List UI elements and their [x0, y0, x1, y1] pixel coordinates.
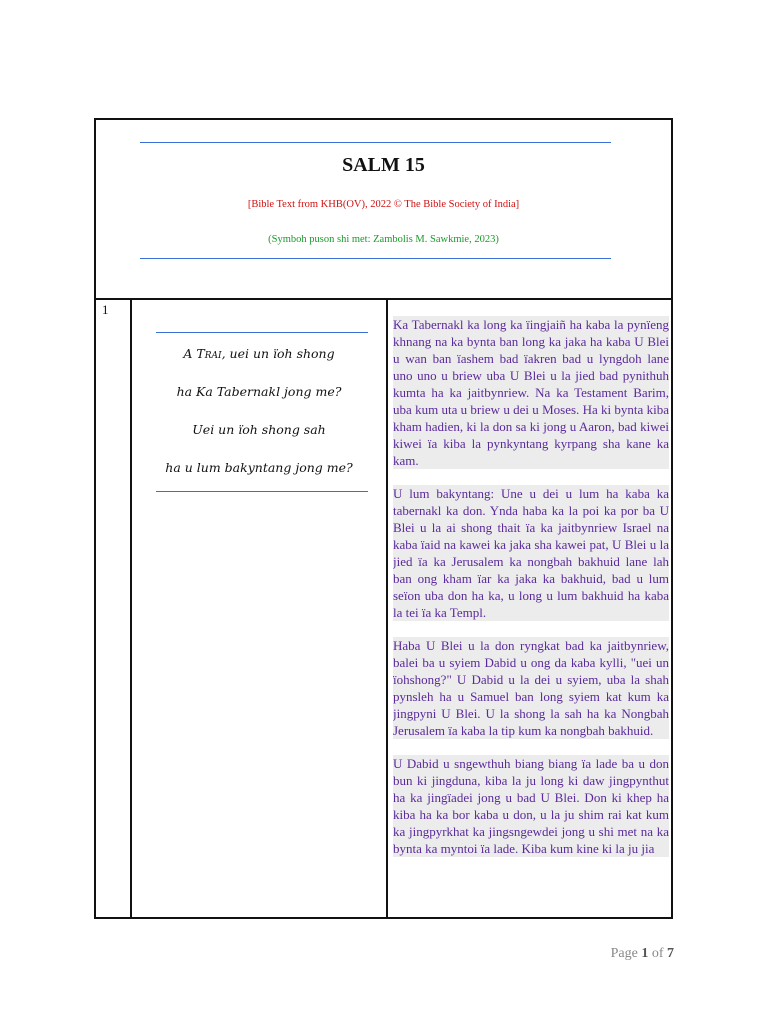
column-divider-commentary: [386, 298, 388, 917]
source-citation: [96, 199, 671, 210]
psalm-table: [94, 118, 673, 919]
commentary-paragraph: Ka Tabernakl ka long ka ïingjaiñ ha kaba la pynïeng khnang na ka bynta ban long ka jaka ha kaba U Blei u wan ban ïashem bad ïakren bad u lyngdoh lane uno uno u briew uba U Blei u la jied bad pynithuh kumta ha ka jaitbynriew. Na ka Testament Barim, uba kum uta u briew u dei u Moses. Ha ki bynta kiba kham hadien, ki la don sa ki jong u Aaron, bad kiwei kiwei ïa kiba la pynkyntang kyrpang sha kane ka kam.: [393, 317, 669, 468]
page-prefix: Page: [610, 946, 638, 961]
verse-number: 1: [102, 302, 109, 317]
poem-bottom-rule: [156, 491, 368, 492]
author-credit: (Symboh puson shi met: Zambolis M. Sawkmie, 2023): [268, 234, 499, 245]
header-bottom-rule: [140, 258, 611, 259]
page-of: of: [651, 946, 664, 961]
header-top-rule: [140, 142, 611, 143]
poem-line-3: Uei un ïoh shong sah: [192, 422, 326, 437]
current-page: 1: [641, 946, 649, 961]
header-cell: [96, 120, 671, 300]
commentary-column: [393, 316, 669, 917]
poem-line-1-rest: , uei un ïoh shong: [221, 346, 335, 361]
poem-line-4: ha u lum bakyntang jong me?: [165, 460, 353, 475]
poem-line-1-lead: A T: [183, 346, 205, 361]
page-title: SALM 15: [342, 154, 425, 176]
poem-line-2: ha Ka Tabernakl jong me?: [176, 384, 342, 399]
poem-line-1-smallcaps: rai: [204, 346, 222, 361]
total-pages: 7: [667, 946, 674, 961]
source-bracket-open: [: [247, 199, 252, 210]
source-text: Bible Text from KHB(OV), 2022 © The Bible Society of India: [251, 199, 516, 210]
poem-top-rule: [156, 332, 368, 333]
page-indicator: [611, 946, 674, 962]
source-bracket-close: ]: [515, 199, 520, 210]
poem-line-1: [132, 346, 386, 361]
commentary-paragraph: U Dabid u sngewthuh biang biang ïa lade ba u don bun ki jingduna, kiba la ju long ki daw jingpynthut ha ka jingïadei jong u bad U Blei. Don ki khep ha kiba ha ka bor kaba u don, u la ju shim rai kat kum ka jingpyrkhat ka jingsngewdei jong u shi met na ka bynta ka myntoi ïa lade. Kiba kum kine ki la ju jia: [393, 756, 669, 856]
commentary-paragraph: Haba U Blei u la don ryngkat bad ka jaitbynriew, balei ba u syiem Dabid u ong da kaba kylli, "uei un ïohshong?" U Dabid u la dei u syiem, uba la shah pynsleh ha u Samuel ban long syiem kat kum ka jingpyni U Blei. U la shong la sah ha ka Nongbah Jerusalem ïa kaba la tip kum ka nongbah bakhuid.: [393, 638, 669, 738]
commentary-paragraph: U lum bakyntang: Une u dei u lum ha kaba ka tabernakl ka don. Ynda haba ka la poi ka por ba U Blei u la ai shong thait ïa ka jaitbynriew Israel na kaba ïaid na kawei ka jaka sha kawei pat, U Blei u la jied ïa ka Jerusalem ka nongbah bakhuid lane lah ban ong kham ïar ka jaka ka bakhuid, bad u lum seïon uba don ha ka, u long u lum bakhuid ha kaba la tei ïa ka Templ.: [393, 486, 669, 620]
